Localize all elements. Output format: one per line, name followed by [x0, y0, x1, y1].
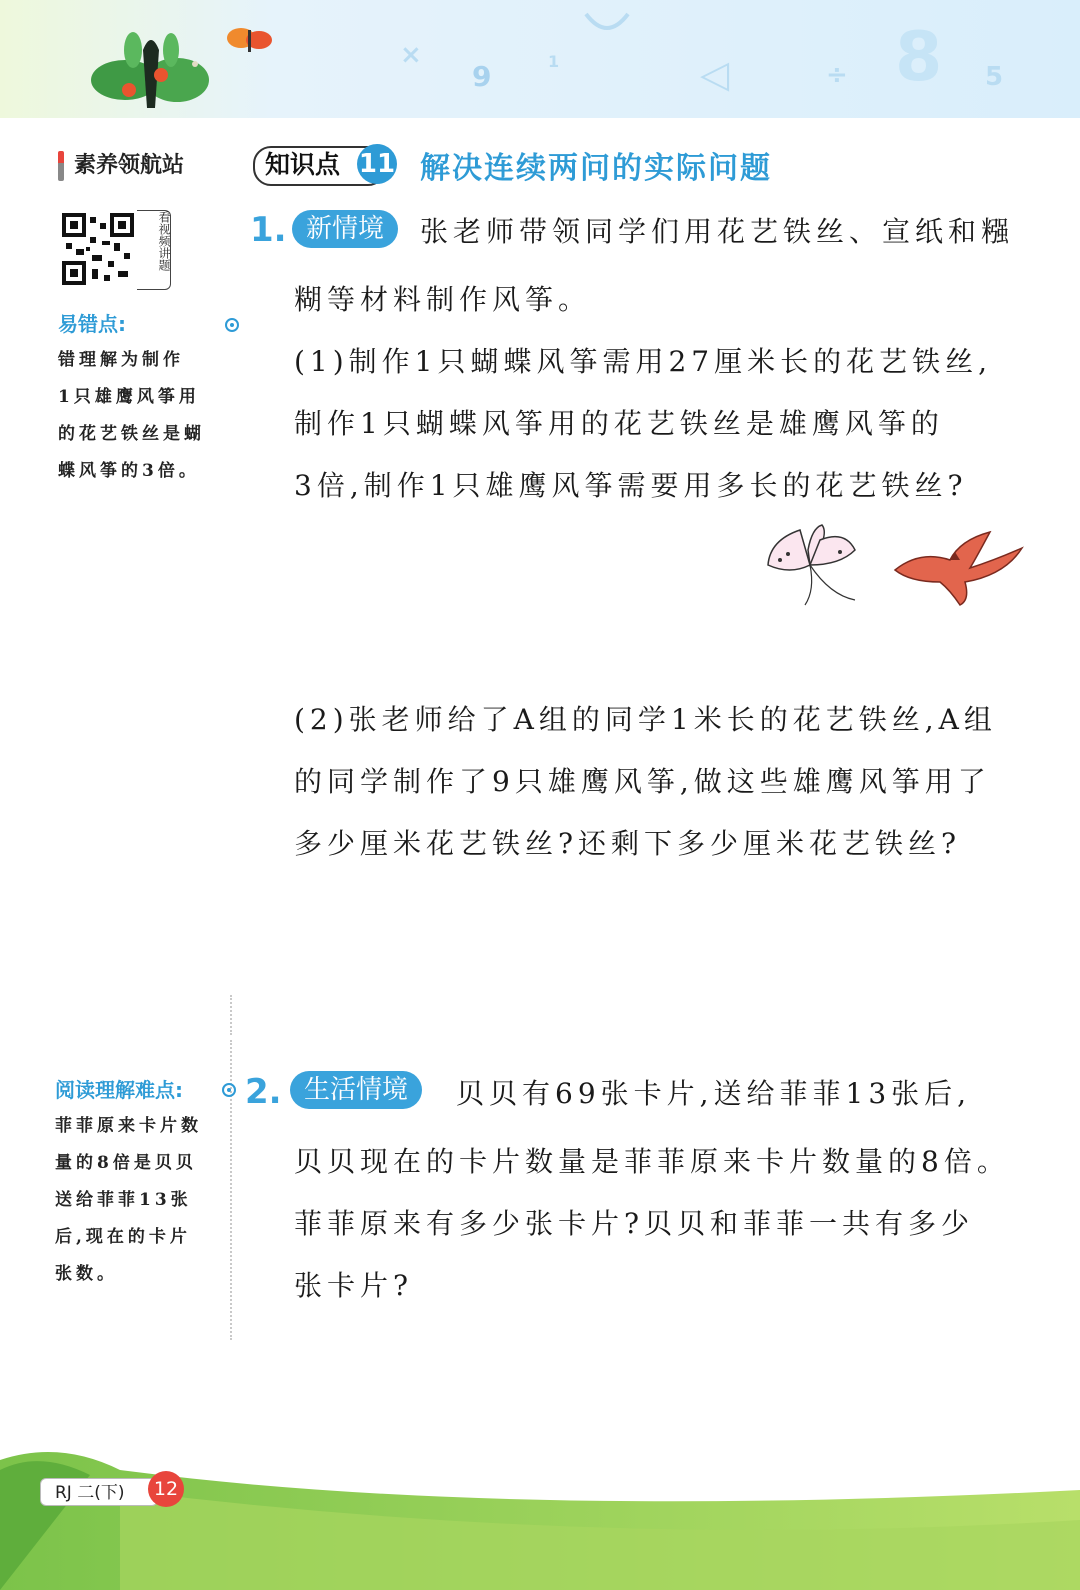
note-body — [58, 342, 205, 490]
note-line: 量的8倍是贝贝 — [55, 1153, 197, 1173]
note-heading: 阅读理解难点: — [55, 1078, 183, 1102]
question-text-line: 多少厘米花艺铁丝?还剩下多少厘米花艺铁丝? — [294, 827, 962, 860]
note-line: 张数。 — [55, 1264, 118, 1284]
context-tag: 新情境 — [292, 210, 398, 248]
divider-dotted — [230, 995, 232, 1035]
book-tag: RJ 二(下) — [40, 1478, 158, 1506]
banner-glyph: 9 — [472, 60, 492, 93]
note-line: 的花艺铁丝是蝴 — [58, 424, 205, 444]
note-line: 错理解为制作 — [58, 350, 184, 370]
question-text-line: 贝贝现在的卡片数量是菲菲原来卡片数量的8倍。 — [294, 1145, 1010, 1178]
qr-code[interactable] — [62, 213, 134, 285]
smile-arc-decoration — [582, 8, 632, 36]
question-text-line: (1)制作1只蝴蝶风筝需用27厘米长的花艺铁丝, — [294, 345, 993, 378]
banner-glyph: × — [400, 40, 422, 70]
note-line: 菲菲原来卡片数 — [55, 1116, 202, 1136]
banner-glyph: ◁ — [700, 52, 730, 96]
kites-illustration — [760, 520, 1030, 615]
question-text-line: (2)张老师给了A组的同学1米长的花艺铁丝,A组 — [294, 703, 997, 736]
banner-glyph: 1 — [548, 52, 560, 71]
note-line: 送给菲菲13张 — [55, 1190, 192, 1210]
question-text-line: 菲菲原来有多少张卡片?贝贝和菲菲一共有多少 — [294, 1207, 975, 1240]
question-text-line: 的同学制作了9只雄鹰风筝,做这些雄鹰风筝用了 — [294, 765, 991, 798]
note-body — [55, 1108, 202, 1293]
butterfly-kite-icon — [768, 525, 855, 605]
banner-glyph: 8 — [895, 18, 943, 97]
knowledge-point-badge: 知识点 — [253, 146, 386, 186]
note-line: 蝶风筝的3倍。 — [58, 461, 200, 481]
question-text-line: 张老师带领同学们用花艺铁丝、宣纸和糨 — [420, 215, 1015, 248]
sidebar-title-text: 素养领航站 — [74, 153, 185, 178]
butterfly-illustration — [225, 22, 275, 62]
sidebar-title — [58, 148, 184, 181]
knowledge-point-number: 11 — [357, 144, 397, 184]
note-line: 后,现在的卡片 — [55, 1227, 191, 1247]
question-text-line: 制作1只蝴蝶风筝用的花艺铁丝是雄鹰风筝的 — [294, 407, 944, 440]
context-tag: 生活情境 — [290, 1071, 422, 1109]
note-heading: 易错点: — [58, 312, 126, 336]
qr-caption: 看视频讲题 — [137, 210, 171, 290]
footer-grass — [0, 1430, 1080, 1590]
note-dot-icon — [225, 318, 239, 332]
title-bar-icon — [58, 151, 64, 181]
question-text-line: 张卡片? — [294, 1269, 414, 1302]
knowledge-point-title: 解决连续两问的实际问题 — [420, 151, 772, 186]
note-dot-icon — [222, 1083, 236, 1097]
question-number: 1. — [250, 210, 287, 250]
page-number: 12 — [148, 1471, 184, 1507]
banner-glyph: 5 — [985, 62, 1004, 92]
note-line: 1只雄鹰风筝用 — [58, 387, 200, 407]
question-text-line: 贝贝有69张卡片,送给菲菲13张后, — [456, 1077, 972, 1110]
banner-glyph: ÷ — [826, 60, 848, 90]
question-number: 2. — [245, 1072, 282, 1112]
question-text-line: 3倍,制作1只雄鹰风筝需要用多长的花艺铁丝? — [294, 469, 968, 502]
plant-illustration — [85, 20, 215, 115]
eagle-kite-icon — [895, 532, 1022, 605]
question-text-line: 糊等材料制作风筝。 — [294, 283, 592, 316]
